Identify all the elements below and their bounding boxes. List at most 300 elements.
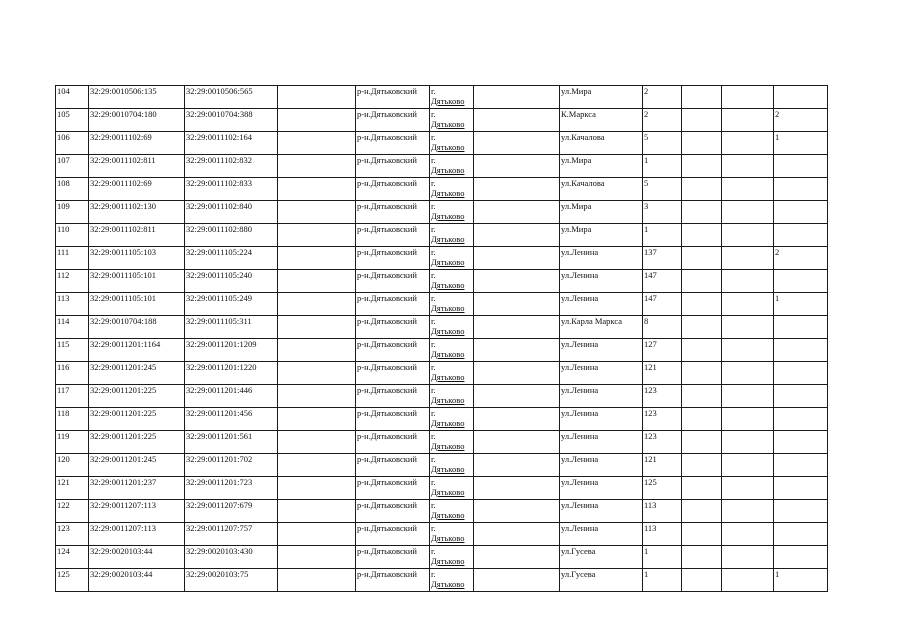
blank-cell [278, 178, 356, 201]
street-cell: ул.Карла Маркса [560, 316, 643, 339]
blank-cell [722, 454, 774, 477]
blank-cell [722, 546, 774, 569]
blank-cell [722, 155, 774, 178]
street-cell: ул.Ленина [560, 408, 643, 431]
blank-cell [474, 500, 560, 523]
blank-cell [722, 224, 774, 247]
city-prefix: г. [431, 270, 436, 280]
blank-cell [722, 477, 774, 500]
cadastral-number-cell: 32:29:0011201:446 [185, 385, 278, 408]
house-number-cell: 125 [643, 477, 682, 500]
cadastral-number-cell: 32:29:0010704:388 [185, 109, 278, 132]
district-cell: р-н.Дятьковский [356, 339, 430, 362]
table-row [56, 408, 828, 431]
city-cell [430, 155, 474, 178]
house-number-cell: 113 [643, 500, 682, 523]
blank-cell [474, 109, 560, 132]
city-cell [430, 339, 474, 362]
city-cell [430, 316, 474, 339]
row-number-cell: 104 [56, 86, 89, 109]
city-cell [430, 270, 474, 293]
city-prefix: г. [431, 408, 436, 418]
table-row [56, 546, 828, 569]
cadastral-number-cell: 32:29:0011201:1209 [185, 339, 278, 362]
table-row [56, 569, 828, 592]
row-number-cell: 118 [56, 408, 89, 431]
district-cell: р-н.Дятьковский [356, 454, 430, 477]
parent-cadastral-number-cell: 32:29:0011102:69 [89, 178, 185, 201]
blank-cell [278, 362, 356, 385]
street-cell: ул.Мира [560, 224, 643, 247]
house-number-cell: 1 [643, 569, 682, 592]
street-cell: ул.Ленина [560, 500, 643, 523]
city-name: Дятьково [431, 487, 465, 497]
city-name: Дятьково [431, 165, 465, 175]
table-row [56, 178, 828, 201]
city-cell [430, 385, 474, 408]
house-number-cell: 1 [643, 546, 682, 569]
table-row [56, 477, 828, 500]
city-cell [430, 201, 474, 224]
house-number-cell: 2 [643, 109, 682, 132]
cadastral-number-cell: 32:29:0011102:832 [185, 155, 278, 178]
count-cell [774, 201, 828, 224]
house-number-cell: 2 [643, 86, 682, 109]
city-cell [430, 109, 474, 132]
blank-cell [474, 270, 560, 293]
city-name: Дятьково [431, 372, 465, 382]
house-number-cell: 5 [643, 178, 682, 201]
blank-cell [474, 523, 560, 546]
table-row [56, 86, 828, 109]
parent-cadastral-number-cell: 32:29:0011201:225 [89, 385, 185, 408]
row-number-cell: 115 [56, 339, 89, 362]
parent-cadastral-number-cell: 32:29:0011102:811 [89, 224, 185, 247]
parent-cadastral-number-cell: 32:29:0011201:225 [89, 431, 185, 454]
blank-cell [278, 293, 356, 316]
city-name: Дятьково [431, 188, 465, 198]
blank-cell [682, 431, 722, 454]
blank-cell [722, 431, 774, 454]
blank-cell [722, 247, 774, 270]
district-cell: р-н.Дятьковский [356, 155, 430, 178]
city-prefix: г. [431, 500, 436, 510]
blank-cell [278, 385, 356, 408]
street-cell: ул.Ленина [560, 339, 643, 362]
house-number-cell: 121 [643, 454, 682, 477]
city-prefix: г. [431, 109, 436, 119]
cadastral-number-cell: 32:29:0011207:757 [185, 523, 278, 546]
blank-cell [722, 201, 774, 224]
city-name: Дятьково [431, 464, 465, 474]
count-cell [774, 408, 828, 431]
blank-cell [474, 224, 560, 247]
district-cell: р-н.Дятьковский [356, 431, 430, 454]
district-cell: р-н.Дятьковский [356, 546, 430, 569]
street-cell: ул.Ленина [560, 247, 643, 270]
cadastral-number-cell: 32:29:0011105:224 [185, 247, 278, 270]
row-number-cell: 116 [56, 362, 89, 385]
street-cell: ул.Ленина [560, 293, 643, 316]
parent-cadastral-number-cell: 32:29:0011102:69 [89, 132, 185, 155]
blank-cell [278, 569, 356, 592]
city-cell [430, 477, 474, 500]
cadastral-number-cell: 32:29:0011201:561 [185, 431, 278, 454]
city-prefix: г. [431, 431, 436, 441]
district-cell: р-н.Дятьковский [356, 132, 430, 155]
row-number-cell: 119 [56, 431, 89, 454]
blank-cell [682, 86, 722, 109]
blank-cell [682, 477, 722, 500]
row-number-cell: 124 [56, 546, 89, 569]
parent-cadastral-number-cell: 32:29:0011201:1164 [89, 339, 185, 362]
city-prefix: г. [431, 523, 436, 533]
cadastral-number-cell: 32:29:0011201:702 [185, 454, 278, 477]
house-number-cell: 121 [643, 362, 682, 385]
blank-cell [278, 109, 356, 132]
blank-cell [682, 201, 722, 224]
blank-cell [278, 546, 356, 569]
district-cell: р-н.Дятьковский [356, 500, 430, 523]
parent-cadastral-number-cell: 32:29:0011201:237 [89, 477, 185, 500]
city-name: Дятьково [431, 326, 465, 336]
count-cell [774, 523, 828, 546]
cadastral-number-cell: 32:29:0011201:456 [185, 408, 278, 431]
blank-cell [682, 270, 722, 293]
city-cell [430, 546, 474, 569]
table-row [56, 270, 828, 293]
city-prefix: г. [431, 201, 436, 211]
blank-cell [278, 477, 356, 500]
blank-cell [278, 431, 356, 454]
city-prefix: г. [431, 546, 436, 556]
blank-cell [474, 385, 560, 408]
street-cell: ул.Мира [560, 155, 643, 178]
city-name: Дятьково [431, 234, 465, 244]
row-number-cell: 125 [56, 569, 89, 592]
street-cell: ул.Ленина [560, 477, 643, 500]
blank-cell [682, 385, 722, 408]
parent-cadastral-number-cell: 32:29:0011201:225 [89, 408, 185, 431]
parent-cadastral-number-cell: 32:29:0020103:44 [89, 569, 185, 592]
cadastral-number-cell: 32:29:0011201:1220 [185, 362, 278, 385]
table-row [56, 454, 828, 477]
city-name: Дятьково [431, 533, 465, 543]
blank-cell [278, 201, 356, 224]
city-name: Дятьково [431, 142, 465, 152]
house-number-cell: 8 [643, 316, 682, 339]
row-number-cell: 120 [56, 454, 89, 477]
blank-cell [474, 201, 560, 224]
street-cell: ул.Ленина [560, 385, 643, 408]
parent-cadastral-number-cell: 32:29:0011207:113 [89, 523, 185, 546]
cadastral-number-cell: 32:29:0011102:833 [185, 178, 278, 201]
blank-cell [722, 569, 774, 592]
blank-cell [682, 546, 722, 569]
cadastral-number-cell: 32:29:0010506:565 [185, 86, 278, 109]
street-cell: ул.Мира [560, 201, 643, 224]
city-cell [430, 362, 474, 385]
house-number-cell: 5 [643, 132, 682, 155]
blank-cell [722, 408, 774, 431]
district-cell: р-н.Дятьковский [356, 178, 430, 201]
district-cell: р-н.Дятьковский [356, 569, 430, 592]
blank-cell [278, 270, 356, 293]
cadastral-table [55, 85, 828, 592]
parent-cadastral-number-cell: 32:29:0011105:103 [89, 247, 185, 270]
cadastral-number-cell: 32:29:0011102:880 [185, 224, 278, 247]
city-name: Дятьково [431, 510, 465, 520]
city-prefix: г. [431, 86, 436, 96]
row-number-cell: 112 [56, 270, 89, 293]
table-row [56, 155, 828, 178]
blank-cell [474, 408, 560, 431]
street-cell: ул.Гусева [560, 546, 643, 569]
house-number-cell: 1 [643, 155, 682, 178]
city-name: Дятьково [431, 395, 465, 405]
blank-cell [722, 523, 774, 546]
blank-cell [278, 247, 356, 270]
street-cell: ул.Ленина [560, 431, 643, 454]
city-name: Дятьково [431, 96, 465, 106]
city-prefix: г. [431, 224, 436, 234]
city-cell [430, 569, 474, 592]
city-prefix: г. [431, 477, 436, 487]
blank-cell [722, 109, 774, 132]
district-cell: р-н.Дятьковский [356, 247, 430, 270]
table-row [56, 224, 828, 247]
city-cell [430, 500, 474, 523]
blank-cell [682, 339, 722, 362]
city-name: Дятьково [431, 579, 465, 589]
district-cell: р-н.Дятьковский [356, 523, 430, 546]
blank-cell [682, 500, 722, 523]
parent-cadastral-number-cell: 32:29:0011105:101 [89, 293, 185, 316]
street-cell: ул.Ленина [560, 454, 643, 477]
blank-cell [474, 546, 560, 569]
count-cell [774, 431, 828, 454]
blank-cell [278, 454, 356, 477]
city-cell [430, 132, 474, 155]
blank-cell [682, 178, 722, 201]
city-name: Дятьково [431, 119, 465, 129]
city-cell [430, 408, 474, 431]
city-name: Дятьково [431, 280, 465, 290]
blank-cell [474, 339, 560, 362]
city-cell [430, 86, 474, 109]
parent-cadastral-number-cell: 32:29:0010506:135 [89, 86, 185, 109]
count-cell [774, 454, 828, 477]
cadastral-number-cell: 32:29:0011102:840 [185, 201, 278, 224]
blank-cell [278, 500, 356, 523]
district-cell: р-н.Дятьковский [356, 86, 430, 109]
table-row [56, 339, 828, 362]
blank-cell [474, 86, 560, 109]
count-cell [774, 500, 828, 523]
cadastral-number-cell: 32:29:0020103:430 [185, 546, 278, 569]
district-cell: р-н.Дятьковский [356, 408, 430, 431]
district-cell: р-н.Дятьковский [356, 293, 430, 316]
cadastral-number-cell: 32:29:0011105:240 [185, 270, 278, 293]
house-number-cell: 113 [643, 523, 682, 546]
blank-cell [722, 86, 774, 109]
city-cell [430, 431, 474, 454]
blank-cell [474, 178, 560, 201]
blank-cell [722, 500, 774, 523]
house-number-cell: 123 [643, 431, 682, 454]
row-number-cell: 105 [56, 109, 89, 132]
city-prefix: г. [431, 362, 436, 372]
blank-cell [474, 477, 560, 500]
row-number-cell: 123 [56, 523, 89, 546]
table-row [56, 247, 828, 270]
count-cell: 2 [774, 109, 828, 132]
house-number-cell: 3 [643, 201, 682, 224]
count-cell: 1 [774, 569, 828, 592]
count-cell [774, 86, 828, 109]
blank-cell [278, 132, 356, 155]
blank-cell [682, 362, 722, 385]
table-row [56, 293, 828, 316]
blank-cell [682, 523, 722, 546]
street-cell: ул.Мира [560, 86, 643, 109]
district-cell: р-н.Дятьковский [356, 316, 430, 339]
city-name: Дятьково [431, 441, 465, 451]
blank-cell [722, 362, 774, 385]
street-cell: ул.Качалова [560, 178, 643, 201]
cadastral-number-cell: 32:29:0011102:164 [185, 132, 278, 155]
cadastral-number-cell: 32:29:0011201:723 [185, 477, 278, 500]
blank-cell [474, 454, 560, 477]
blank-cell [278, 316, 356, 339]
blank-cell [278, 339, 356, 362]
house-number-cell: 147 [643, 293, 682, 316]
street-cell: ул.Ленина [560, 270, 643, 293]
count-cell [774, 155, 828, 178]
table-row [56, 362, 828, 385]
blank-cell [474, 132, 560, 155]
city-cell [430, 293, 474, 316]
city-prefix: г. [431, 385, 436, 395]
house-number-cell: 127 [643, 339, 682, 362]
blank-cell [278, 408, 356, 431]
blank-cell [474, 155, 560, 178]
street-cell: К.Маркса [560, 109, 643, 132]
parent-cadastral-number-cell: 32:29:0011201:245 [89, 362, 185, 385]
blank-cell [278, 224, 356, 247]
street-cell: ул.Ленина [560, 362, 643, 385]
table-row [56, 132, 828, 155]
table-row [56, 109, 828, 132]
count-cell: 1 [774, 132, 828, 155]
district-cell: р-н.Дятьковский [356, 362, 430, 385]
city-name: Дятьково [431, 211, 465, 221]
district-cell: р-н.Дятьковский [356, 109, 430, 132]
city-cell [430, 178, 474, 201]
row-number-cell: 107 [56, 155, 89, 178]
parent-cadastral-number-cell: 32:29:0011207:113 [89, 500, 185, 523]
city-prefix: г. [431, 569, 436, 579]
count-cell [774, 178, 828, 201]
row-number-cell: 117 [56, 385, 89, 408]
street-cell: ул.Качалова [560, 132, 643, 155]
city-cell [430, 454, 474, 477]
blank-cell [474, 293, 560, 316]
city-cell [430, 247, 474, 270]
city-prefix: г. [431, 454, 436, 464]
count-cell [774, 546, 828, 569]
row-number-cell: 110 [56, 224, 89, 247]
table-row [56, 523, 828, 546]
cadastral-number-cell: 32:29:0011105:249 [185, 293, 278, 316]
parent-cadastral-number-cell: 32:29:0010704:188 [89, 316, 185, 339]
city-prefix: г. [431, 339, 436, 349]
blank-cell [682, 109, 722, 132]
table-row [56, 201, 828, 224]
city-name: Дятьково [431, 303, 465, 313]
parent-cadastral-number-cell: 32:29:0020103:44 [89, 546, 185, 569]
blank-cell [722, 385, 774, 408]
district-cell: р-н.Дятьковский [356, 201, 430, 224]
blank-cell [682, 155, 722, 178]
blank-cell [682, 569, 722, 592]
row-number-cell: 114 [56, 316, 89, 339]
blank-cell [278, 86, 356, 109]
blank-cell [722, 293, 774, 316]
blank-cell [682, 408, 722, 431]
row-number-cell: 122 [56, 500, 89, 523]
table-row [56, 385, 828, 408]
row-number-cell: 111 [56, 247, 89, 270]
row-number-cell: 121 [56, 477, 89, 500]
row-number-cell: 109 [56, 201, 89, 224]
cadastral-number-cell: 32:29:0011207:679 [185, 500, 278, 523]
city-name: Дятьково [431, 556, 465, 566]
row-number-cell: 113 [56, 293, 89, 316]
count-cell [774, 339, 828, 362]
district-cell: р-н.Дятьковский [356, 385, 430, 408]
city-name: Дятьково [431, 418, 465, 428]
house-number-cell: 123 [643, 408, 682, 431]
city-prefix: г. [431, 132, 436, 142]
parent-cadastral-number-cell: 32:29:0011201:245 [89, 454, 185, 477]
blank-cell [682, 316, 722, 339]
blank-cell [722, 132, 774, 155]
blank-cell [474, 431, 560, 454]
count-cell [774, 385, 828, 408]
blank-cell [722, 339, 774, 362]
count-cell [774, 477, 828, 500]
house-number-cell: 1 [643, 224, 682, 247]
blank-cell [474, 247, 560, 270]
blank-cell [682, 293, 722, 316]
count-cell [774, 362, 828, 385]
table-row [56, 500, 828, 523]
city-name: Дятьково [431, 349, 465, 359]
count-cell: 2 [774, 247, 828, 270]
blank-cell [474, 569, 560, 592]
parent-cadastral-number-cell: 32:29:0011102:811 [89, 155, 185, 178]
blank-cell [722, 178, 774, 201]
house-number-cell: 147 [643, 270, 682, 293]
street-cell: ул.Гусева [560, 569, 643, 592]
house-number-cell: 137 [643, 247, 682, 270]
city-prefix: г. [431, 293, 436, 303]
blank-cell [278, 155, 356, 178]
parent-cadastral-number-cell: 32:29:0010704:180 [89, 109, 185, 132]
count-cell [774, 316, 828, 339]
blank-cell [682, 247, 722, 270]
